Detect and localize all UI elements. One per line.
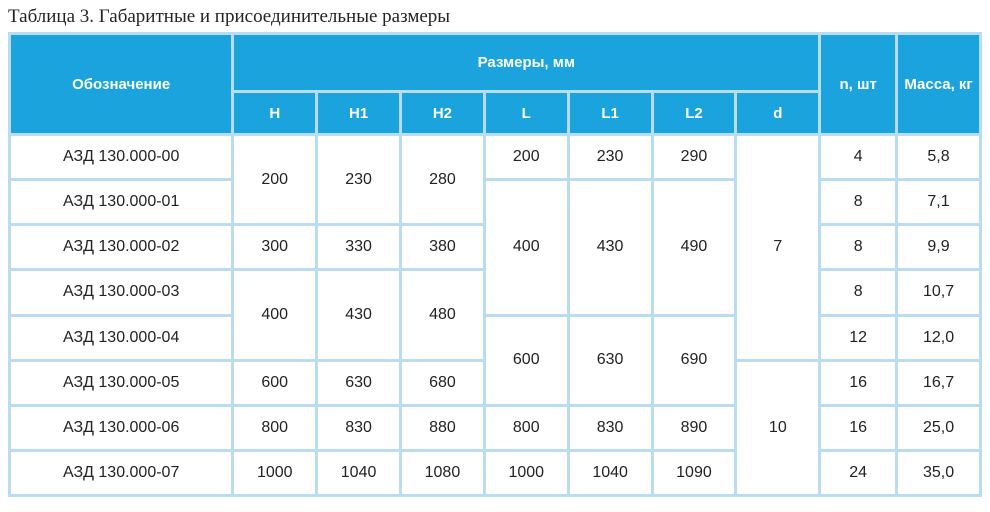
cell-quantity: 8 [821, 226, 895, 268]
cell-designation: АЗД 130.000-03 [11, 271, 231, 313]
cell-mass: 35,0 [898, 452, 979, 494]
table-row [11, 136, 979, 178]
cell-h: 600 [234, 362, 315, 404]
table-row [11, 407, 979, 449]
table-row [11, 452, 979, 494]
header-col-h2: H2 [402, 93, 483, 133]
cell-quantity: 24 [821, 452, 895, 494]
cell-l: 400 [486, 181, 567, 313]
cell-h2: 480 [402, 271, 483, 358]
cell-l2: 290 [654, 136, 735, 178]
cell-l1: 830 [570, 407, 651, 449]
cell-designation: АЗД 130.000-07 [11, 452, 231, 494]
cell-h2: 380 [402, 226, 483, 268]
cell-h1: 430 [318, 271, 399, 358]
cell-l1: 430 [570, 181, 651, 313]
cell-h1: 1040 [318, 452, 399, 494]
cell-h1: 830 [318, 407, 399, 449]
cell-l2: 690 [654, 317, 735, 404]
cell-designation: АЗД 130.000-04 [11, 317, 231, 359]
cell-designation: АЗД 130.000-05 [11, 362, 231, 404]
cell-h: 300 [234, 226, 315, 268]
cell-designation: АЗД 130.000-00 [11, 136, 231, 178]
cell-mass: 10,7 [898, 271, 979, 313]
cell-l: 800 [486, 407, 567, 449]
cell-d: 7 [737, 136, 818, 359]
header-col-l: L [486, 93, 567, 133]
header-col-l1: L1 [570, 93, 651, 133]
cell-h1: 230 [318, 136, 399, 223]
cell-h: 200 [234, 136, 315, 223]
cell-l1: 230 [570, 136, 651, 178]
header-mass: Масса, кг [898, 35, 979, 133]
header-col-d: d [737, 93, 818, 133]
cell-h1: 630 [318, 362, 399, 404]
cell-l: 200 [486, 136, 567, 178]
cell-h2: 680 [402, 362, 483, 404]
header-col-l2: L2 [654, 93, 735, 133]
cell-quantity: 8 [821, 181, 895, 223]
cell-h: 800 [234, 407, 315, 449]
cell-h: 1000 [234, 452, 315, 494]
table-caption: Таблица 3. Габаритные и присоединительные размеры [8, 6, 451, 27]
header-col-h1: H1 [318, 93, 399, 133]
dimensions-table-wrapper [8, 32, 982, 497]
cell-quantity: 16 [821, 362, 895, 404]
dimensions-table [8, 32, 982, 497]
cell-quantity: 12 [821, 317, 895, 359]
cell-mass: 9,9 [898, 226, 979, 268]
cell-quantity: 4 [821, 136, 895, 178]
cell-mass: 25,0 [898, 407, 979, 449]
cell-h2: 1080 [402, 452, 483, 494]
cell-quantity: 16 [821, 407, 895, 449]
cell-h2: 280 [402, 136, 483, 223]
cell-h: 400 [234, 271, 315, 358]
cell-l: 600 [486, 317, 567, 404]
cell-h2: 880 [402, 407, 483, 449]
cell-quantity: 8 [821, 271, 895, 313]
header-quantity: n, шт [821, 35, 895, 133]
cell-mass: 16,7 [898, 362, 979, 404]
cell-l1: 630 [570, 317, 651, 404]
table-row [11, 317, 979, 359]
cell-mass: 7,1 [898, 181, 979, 223]
cell-l2: 1090 [654, 452, 735, 494]
cell-l1: 1040 [570, 452, 651, 494]
cell-d: 10 [737, 362, 818, 494]
cell-h1: 330 [318, 226, 399, 268]
cell-mass: 5,8 [898, 136, 979, 178]
cell-designation: АЗД 130.000-02 [11, 226, 231, 268]
cell-l2: 890 [654, 407, 735, 449]
table-row [11, 181, 979, 223]
header-designation: Обозначение [11, 35, 231, 133]
cell-mass: 12,0 [898, 317, 979, 359]
cell-designation: АЗД 130.000-06 [11, 407, 231, 449]
cell-l2: 490 [654, 181, 735, 313]
header-col-h: H [234, 93, 315, 133]
cell-l: 1000 [486, 452, 567, 494]
cell-designation: АЗД 130.000-01 [11, 181, 231, 223]
header-dimensions: Размеры, мм [234, 35, 818, 90]
